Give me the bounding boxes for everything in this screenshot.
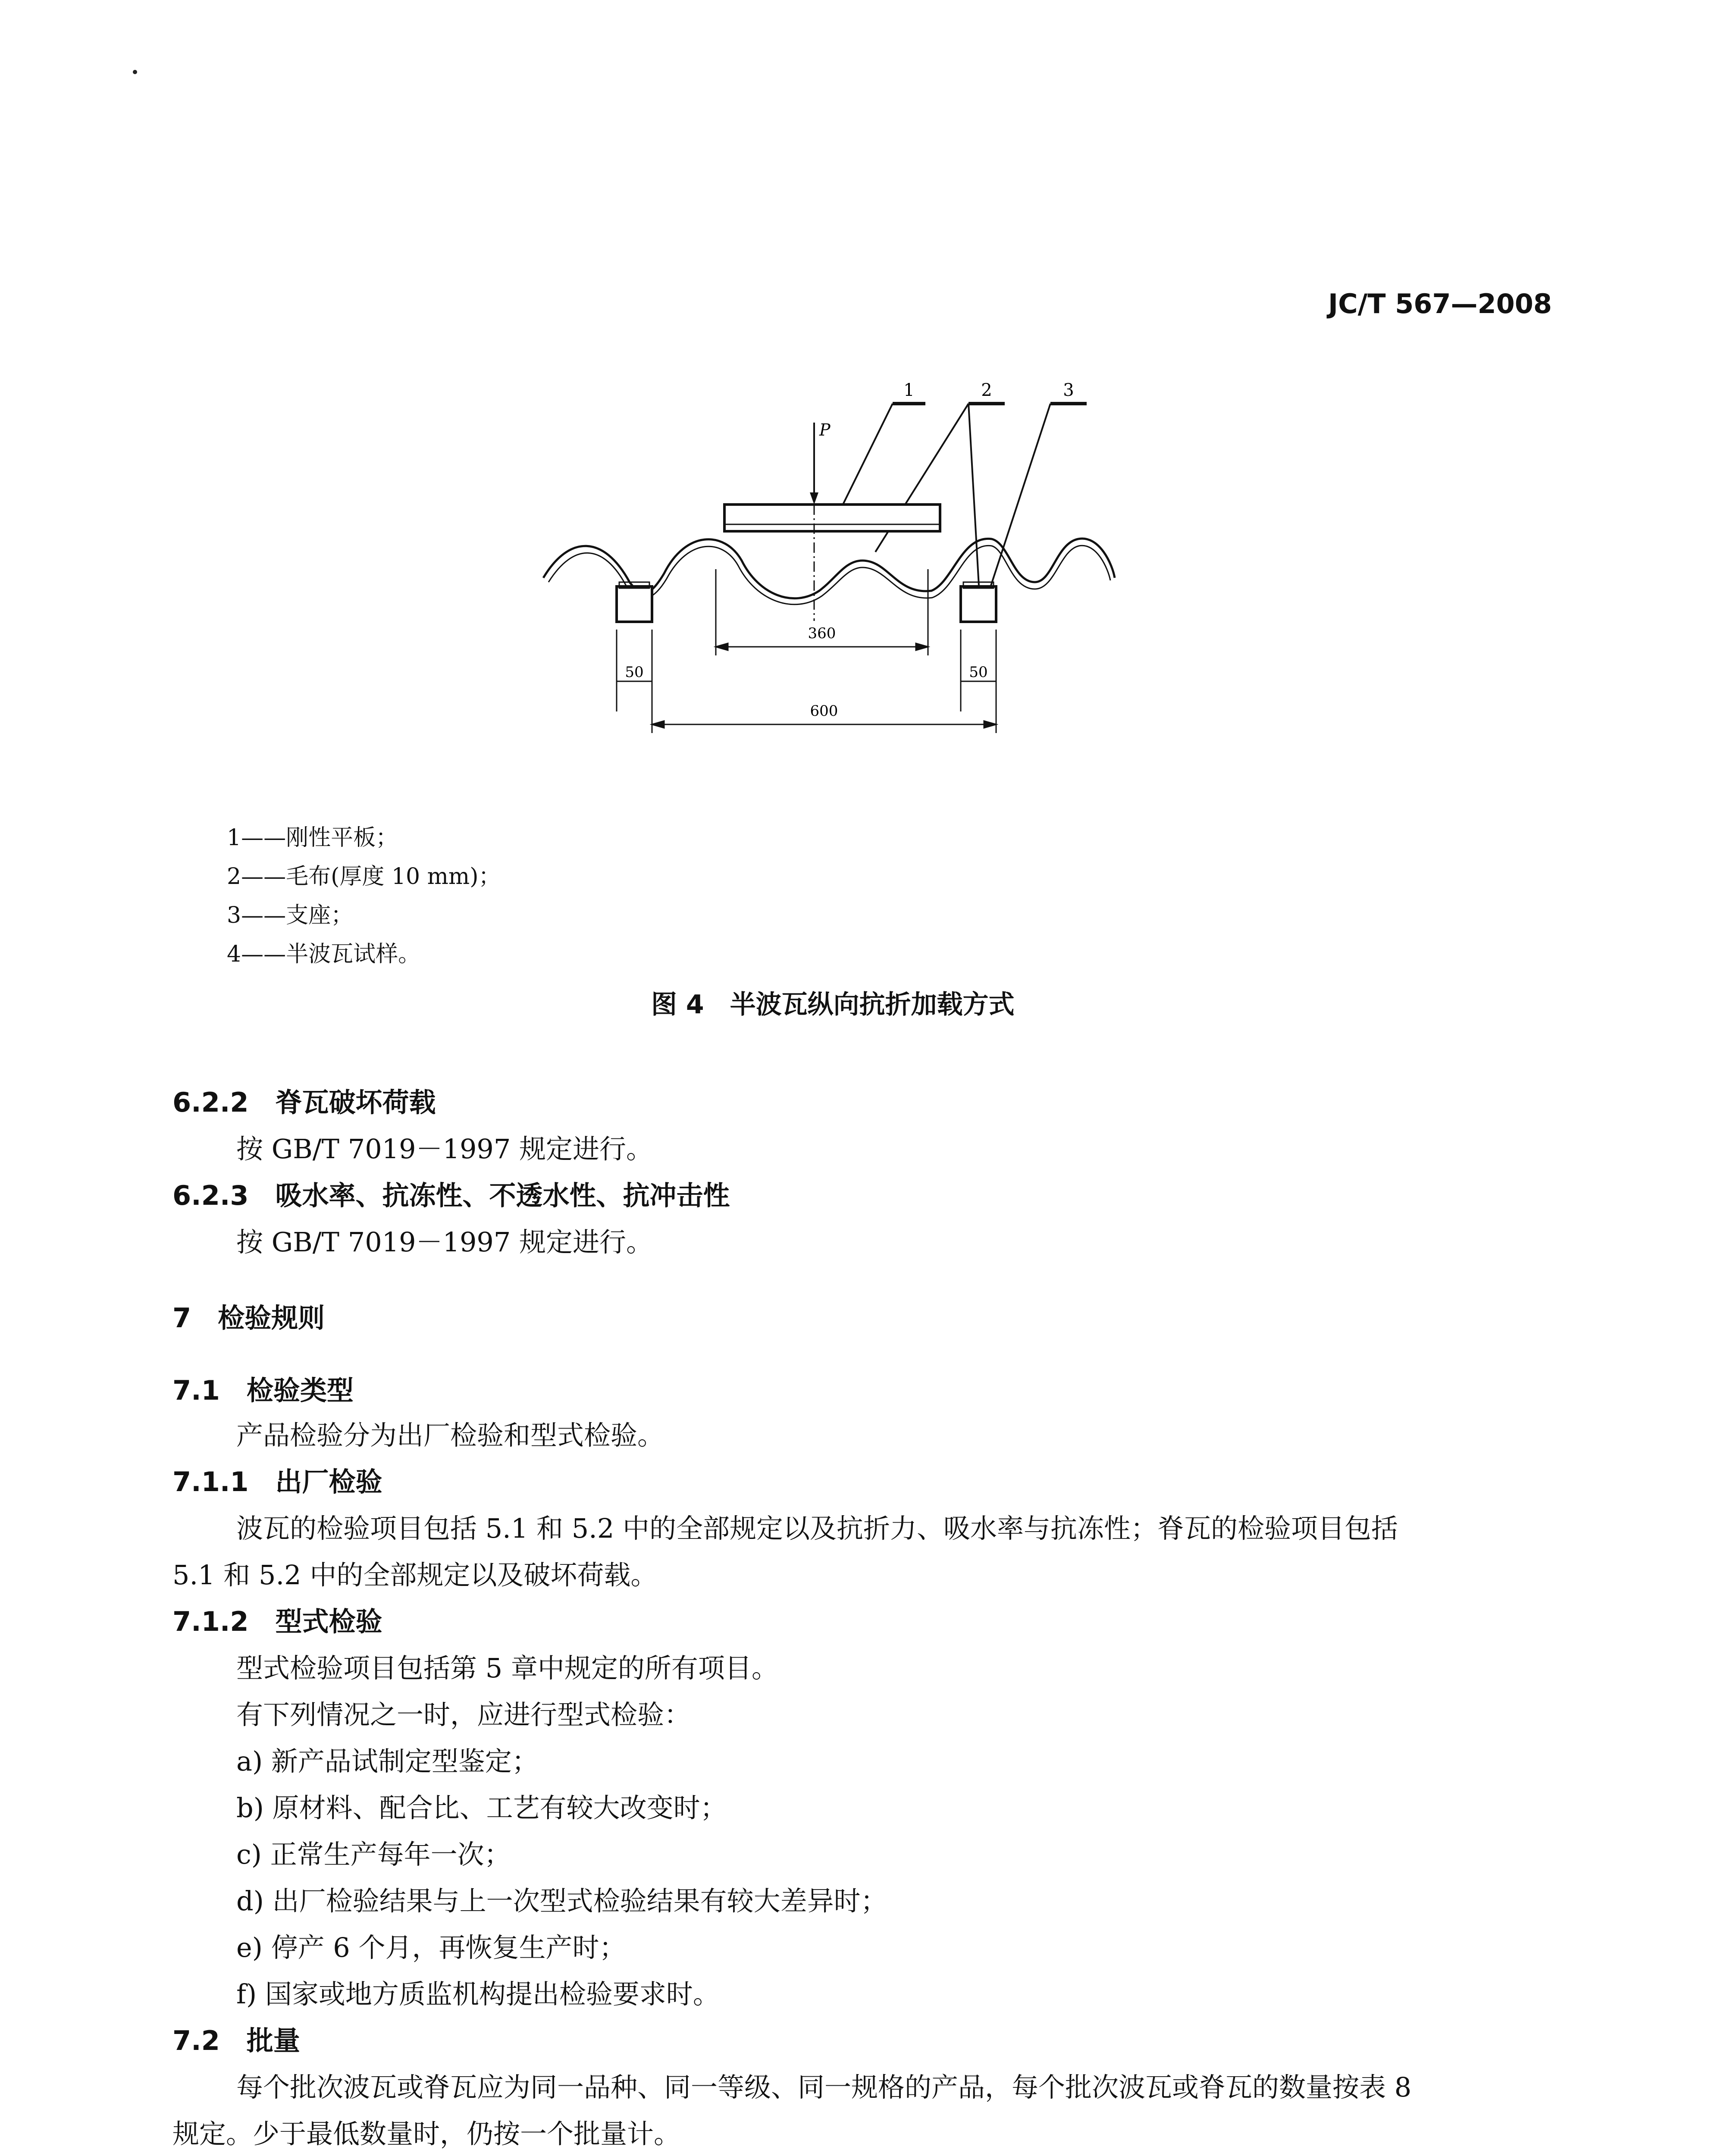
section-6-2-3-body: 按 GB/T 7019－1997 规定进行。	[236, 1226, 653, 1258]
legend-item-4: 4——半波瓦试样。	[227, 941, 421, 967]
list-item: a) 新产品试制定型鉴定；	[236, 1745, 539, 1777]
callout-3: 3	[1063, 380, 1074, 400]
section-7-1-1-title: 7.1.1 出厂检验	[172, 1466, 382, 1498]
legend-item-2: 2——毛布(厚度 10 mm)；	[227, 864, 501, 890]
scan-speck	[133, 70, 137, 74]
load-label: P	[819, 420, 831, 439]
figure-caption: 图 4 半波瓦纵向抗折加载方式	[651, 990, 1015, 1020]
load-arrow-p	[810, 420, 831, 505]
callout-2: 2	[981, 380, 992, 400]
section-7-2-body-2: 规定。少于最低数量时，仍按一个批量计。	[172, 2118, 681, 2150]
section-7-1-2-body-1: 型式检验项目包括第 5 章中规定的所有项目。	[236, 1652, 778, 1684]
section-7-1-2-title: 7.1.2 型式检验	[172, 1606, 382, 1637]
section-7-2-title: 7.2 批量	[172, 2025, 300, 2056]
legend-item-1: 1——刚性平板；	[227, 825, 398, 851]
list-item: c) 正常生产每年一次；	[236, 1839, 511, 1870]
rigid-plate	[724, 505, 940, 531]
list-item: b) 原材料、配合比、工艺有较大改变时；	[236, 1792, 727, 1824]
section-7-title: 7 检验规则	[172, 1302, 325, 1334]
supports	[617, 586, 996, 622]
dim-600: 600	[810, 702, 838, 720]
figure-4-diagram	[535, 379, 1121, 750]
section-6-2-3-title: 6.2.3 吸水率、抗冻性、不透水性、抗冲击性	[172, 1180, 730, 1211]
section-6-2-2-body: 按 GB/T 7019－1997 规定进行。	[236, 1133, 653, 1165]
section-6-2-2-title: 6.2.2 脊瓦破坏荷载	[172, 1087, 436, 1118]
section-7-1-body: 产品检验分为出厂检验和型式检验。	[236, 1420, 664, 1451]
standard-code: JC/T 567—2008	[1328, 288, 1552, 320]
section-7-1-title: 7.1 检验类型	[172, 1375, 354, 1406]
list-item: d) 出厂检验结果与上一次型式检验结果有较大差异时；	[236, 1885, 887, 1917]
callout-1: 1	[903, 380, 915, 400]
list-item: e) 停产 6 个月，再恢复生产时；	[236, 1932, 626, 1963]
section-7-1-1-body-1: 波瓦的检验项目包括 5.1 和 5.2 中的全部规定以及抗折力、吸水率与抗冻性；脊瓦的检验项目包括	[236, 1513, 1398, 1544]
dim-50-left: 50	[625, 664, 644, 681]
dim-50-right: 50	[969, 664, 988, 681]
section-7-1-1-body-2: 5.1 和 5.2 中的全部规定以及破坏荷载。	[172, 1559, 658, 1591]
leader-lines	[837, 404, 1087, 586]
list-item: f) 国家或地方质监机构提出检验要求时。	[236, 1978, 720, 2010]
legend-item-3: 3——支座；	[227, 903, 354, 928]
section-7-1-2-body-2: 有下列情况之一时，应进行型式检验：	[236, 1699, 691, 1730]
section-7-2-body-1: 每个批次波瓦或脊瓦应为同一品种、同一等级、同一规格的产品，每个批次波瓦或脊瓦的数量按表 8	[236, 2071, 1412, 2103]
dim-360: 360	[808, 625, 836, 642]
